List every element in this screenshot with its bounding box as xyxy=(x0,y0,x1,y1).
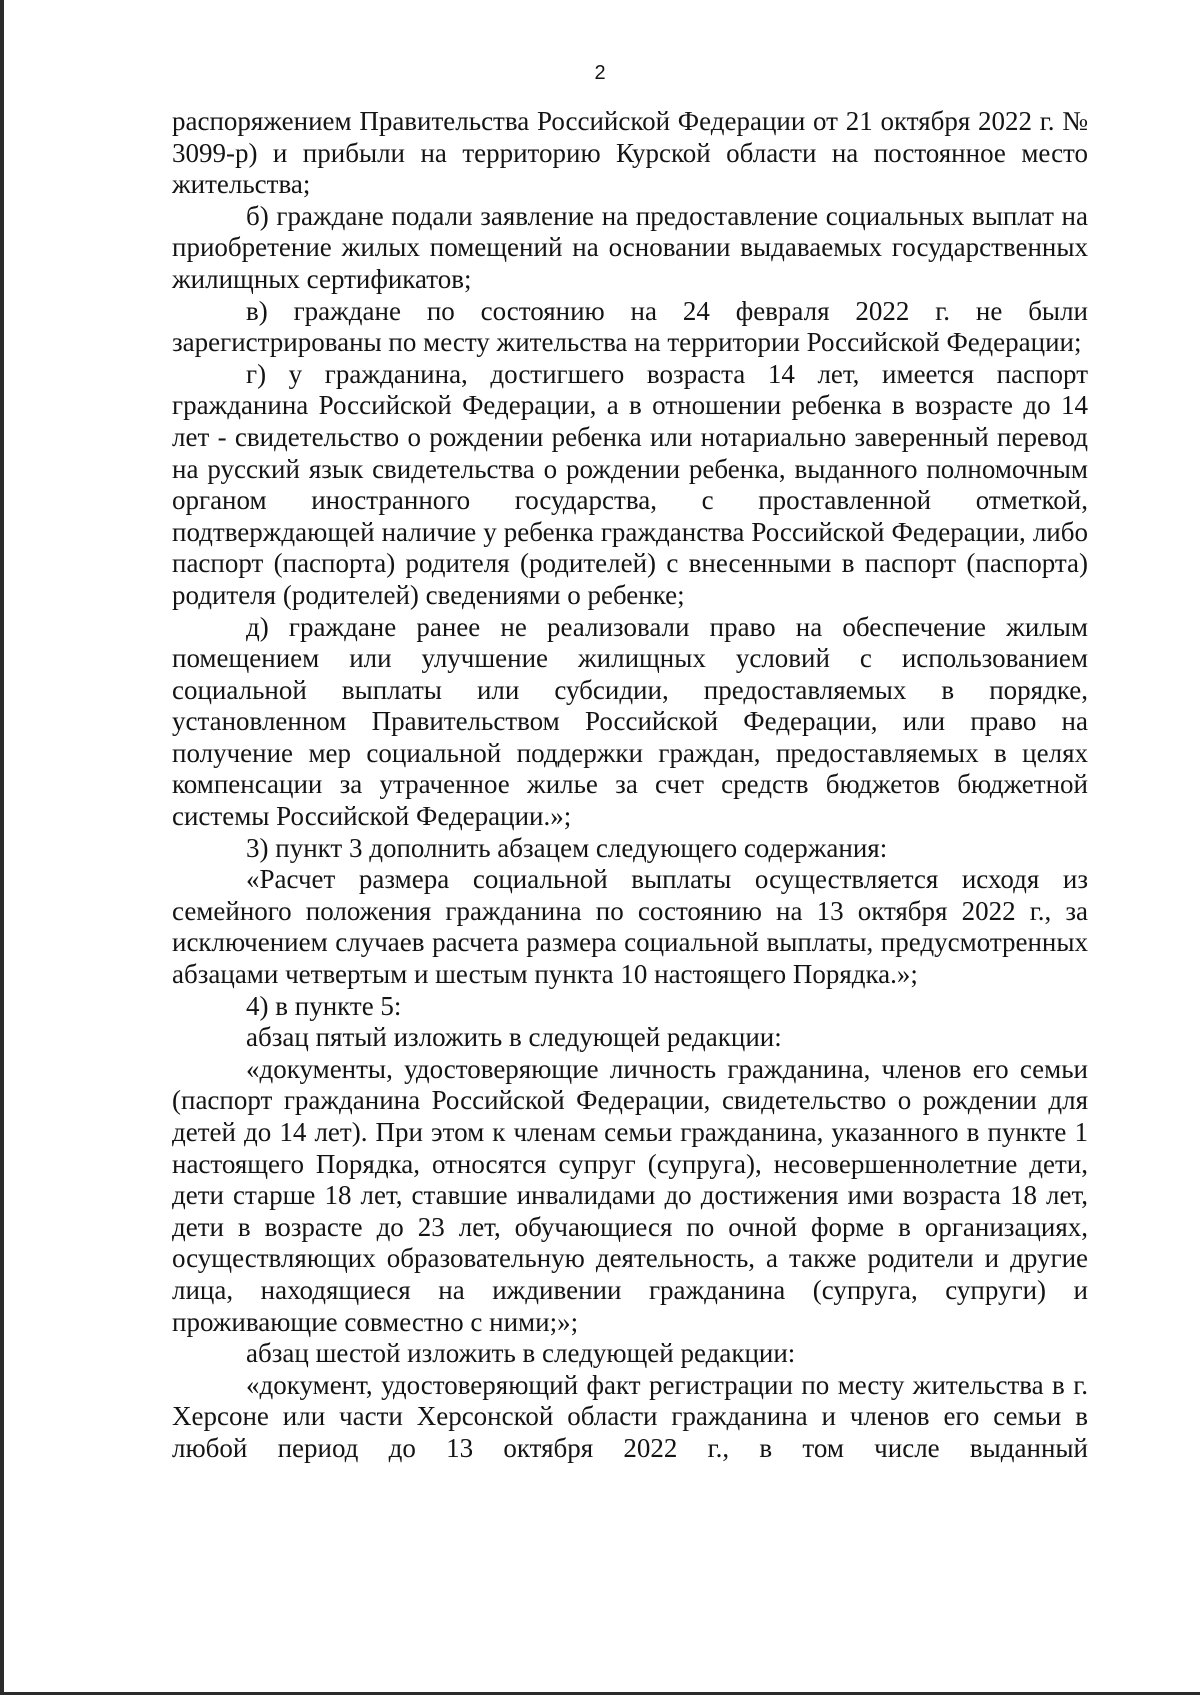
paragraph-point-4: 4) в пункте 5: xyxy=(246,990,402,1021)
document-body xyxy=(172,106,1088,1465)
paragraph-abzac-6-text: «документ, удостоверяющий факт регистрации по месту жительства в г. Херсоне или части Херсонской области гражданина и членов его семьи в любой период до 13 октября 2022 г., в том числе выданный xyxy=(172,1369,1088,1463)
paragraph-item-b: б) граждане подали заявление на предоставление социальных выплат на приобретение жилых помещений на основании выдаваемых государственных жилищных сертификатов; xyxy=(172,200,1088,294)
paragraph-abzac-5-intro: абзац пятый изложить в следующей редакции: xyxy=(246,1022,782,1053)
paragraph-point-3-text: «Расчет размера социальной выплаты осуществляется исходя из семейного положения гражданина по состоянию на 13 октября 2022 г., за исключением случаев расчета размера социальной выплаты, предусмотренных абзацами четвертым и шестым пункта 10 настоящего Порядка.»; xyxy=(172,864,1088,990)
paragraph-item-d: д) граждане ранее не реализовали право на обеспечение жилым помещением или улучшение жилищных условий с использованием социальной выплаты или субсидии, предоставляемых в порядке, установленном Правительством Российской Федерации, или право на получение мер социальной поддержки граждан, предоставляемых в целях компенсации за утраченное жилье за счет средств бюджетов бюджетной системы Российской Федерации.»; xyxy=(172,611,1088,832)
paragraph-abzac-5-text: «документы, удостоверяющие личность гражданина, членов его семьи (паспорт гражданина Российской Федерации, свидетельство о рождении для детей до 14 лет). При этом к членам семьи гражданина, указанного в пункте 1 настоящего Порядка, относятся супруг (супруга), несовершеннолетние дети, дети старше 18 лет, ставшие инвалидами до достижения ими возраста 18 лет, дети в возрасте до 23 лет, обучающиеся по очной форме в организациях, осуществляющих образовательную деятельность, а также родители и другие лица, находящиеся на иждивении гражданина (супруга, супруги) и проживающие совместно с ними;»; xyxy=(172,1053,1088,1337)
page-number: 2 xyxy=(594,62,606,84)
paragraph-continuation: распоряжением Правительства Российской Федерации от 21 октября 2022 г. № 3099-р) и прибыли на территорию Курской области на постоянное место жительства; xyxy=(172,106,1088,200)
paragraph-abzac-6-intro: абзац шестой изложить в следующей редакции: xyxy=(246,1338,796,1369)
paragraph-item-g: г) у гражданина, достигшего возраста 14 лет, имеется паспорт гражданина Российской Федерации, а в отношении ребенка в возрасте до 14 лет - свидетельство о рождении ребенка или нотариально заверенный перевод на русский язык свидетельства о рождении ребенка, выданного полномочным органом иностранного государства, с проставленной отметкой, подтверждающей наличие у ребенка гражданства Российской Федерации, либо паспорт (паспорта) родителя (родителей) с внесенными в паспорт (паспорта) родителя (родителей) сведениями о ребенке; xyxy=(172,358,1088,610)
paragraph-item-v: в) граждане по состоянию на 24 февраля 2022 г. не были зарегистрированы по месту жительства на территории Российской Федерации; xyxy=(172,295,1088,358)
paragraph-point-3: 3) пункт 3 дополнить абзацем следующего содержания: xyxy=(246,832,888,863)
scan-edge-left xyxy=(0,0,4,1695)
